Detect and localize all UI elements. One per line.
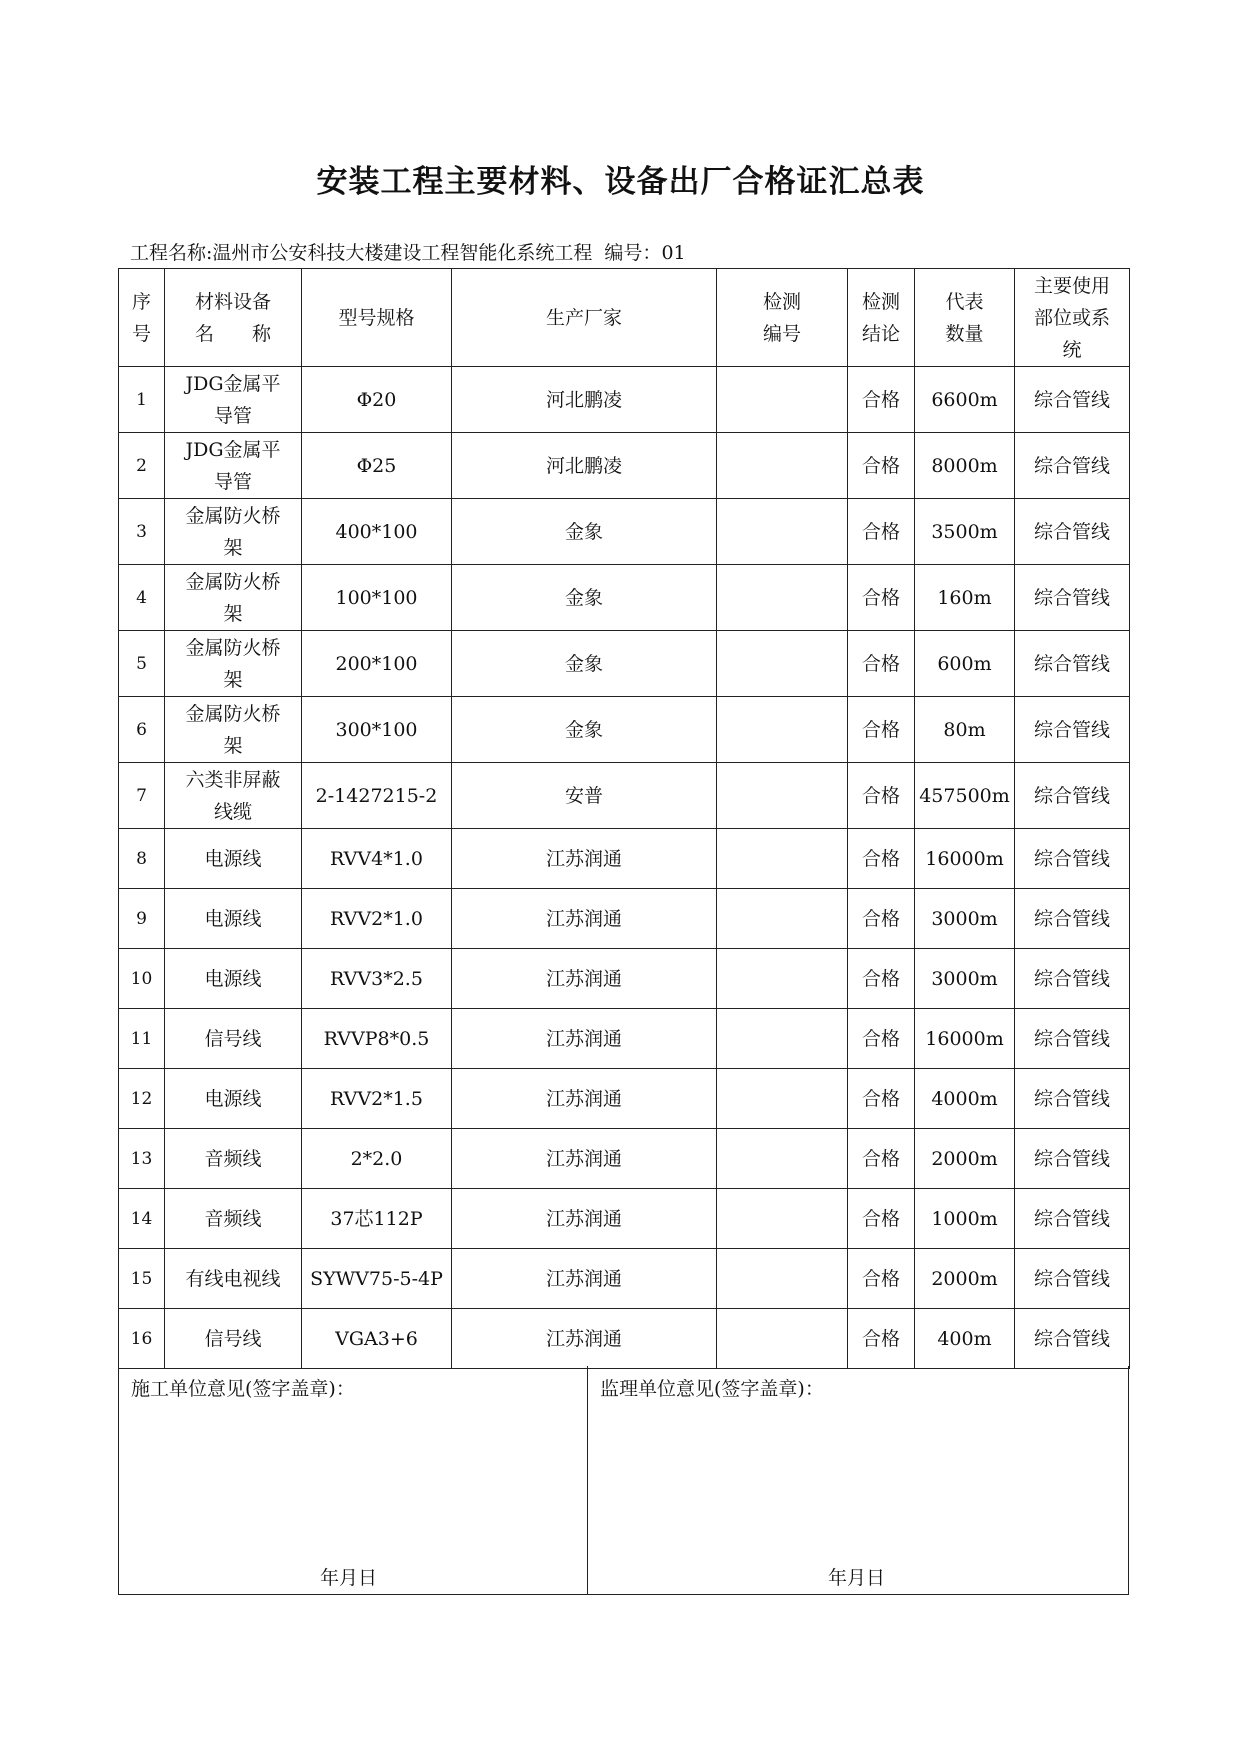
cell-model: RVV2*1.0 (302, 889, 452, 949)
cell-seq: 16 (119, 1309, 165, 1369)
cell-result: 合格 (848, 1129, 915, 1189)
table-row (119, 1189, 1130, 1249)
cell-maker: 河北鹏凌 (452, 367, 717, 433)
cell-result: 合格 (848, 433, 915, 499)
cell-seq: 10 (119, 949, 165, 1009)
cell-test-no (717, 889, 848, 949)
cell-test-no (717, 433, 848, 499)
header-name: 材料设备 名 称 (165, 269, 302, 367)
cell-test-no (717, 1309, 848, 1369)
table-row (119, 1249, 1130, 1309)
construction-opinion-label: 施工单位意见(签字盖章)： (131, 1378, 355, 1400)
table-row (119, 367, 1130, 433)
cell-qty: 1000m (915, 1189, 1015, 1249)
project-name-label: 工程名称: (130, 242, 213, 264)
cell-usage: 综合管线 (1015, 1189, 1130, 1249)
cell-seq: 3 (119, 499, 165, 565)
project-name: 温州市公安科技大楼建设工程智能化系统工程 (212, 242, 593, 264)
code-label: 编号： (604, 242, 662, 264)
cell-name: 音频线 (165, 1129, 302, 1189)
cell-name: 电源线 (165, 949, 302, 1009)
signature-section (118, 1366, 1129, 1595)
construction-opinion (119, 1366, 588, 1594)
table-row (119, 1309, 1130, 1369)
cell-test-no (717, 1009, 848, 1069)
cell-maker: 安普 (452, 763, 717, 829)
cell-name: 信号线 (165, 1309, 302, 1369)
cell-maker: 河北鹏凌 (452, 433, 717, 499)
cell-maker: 江苏润通 (452, 1009, 717, 1069)
table-row (119, 829, 1130, 889)
cell-result: 合格 (848, 763, 915, 829)
cell-test-no (717, 1189, 848, 1249)
cell-qty: 2000m (915, 1129, 1015, 1189)
cell-qty: 3500m (915, 499, 1015, 565)
cell-usage: 综合管线 (1015, 367, 1130, 433)
cell-name: 金属防火桥 架 (165, 499, 302, 565)
cell-test-no (717, 1249, 848, 1309)
cell-qty: 3000m (915, 889, 1015, 949)
table-row (119, 1129, 1130, 1189)
cell-usage: 综合管线 (1015, 1069, 1130, 1129)
supervision-opinion-label: 监理单位意见(签字盖章)： (600, 1378, 824, 1400)
cell-test-no (717, 763, 848, 829)
cell-model: 300*100 (302, 697, 452, 763)
cell-seq: 2 (119, 433, 165, 499)
cell-result: 合格 (848, 1009, 915, 1069)
cell-qty: 600m (915, 631, 1015, 697)
cell-seq: 14 (119, 1189, 165, 1249)
cell-seq: 5 (119, 631, 165, 697)
cell-name: 金属防火桥 架 (165, 697, 302, 763)
cell-maker: 江苏润通 (452, 889, 717, 949)
cell-model: VGA3+6 (302, 1309, 452, 1369)
table-row (119, 499, 1130, 565)
materials-table (118, 268, 1130, 1369)
header-usage: 主要使用 部位或系 统 (1015, 269, 1130, 367)
cell-usage: 综合管线 (1015, 433, 1130, 499)
cell-maker: 江苏润通 (452, 1129, 717, 1189)
cell-test-no (717, 499, 848, 565)
cell-model: RVV3*2.5 (302, 949, 452, 1009)
cell-name: JDG金属平 导管 (165, 367, 302, 433)
cell-model: SYWV75-5-4P (302, 1249, 452, 1309)
cell-qty: 16000m (915, 829, 1015, 889)
table-row (119, 1069, 1130, 1129)
cell-maker: 江苏润通 (452, 1249, 717, 1309)
page-title: 安装工程主要材料、设备出厂合格证汇总表 (316, 164, 925, 200)
cell-name: 有线电视线 (165, 1249, 302, 1309)
cell-usage: 综合管线 (1015, 631, 1130, 697)
cell-name: 信号线 (165, 1009, 302, 1069)
cell-maker: 金象 (452, 499, 717, 565)
cell-maker: 江苏润通 (452, 1309, 717, 1369)
cell-usage: 综合管线 (1015, 1309, 1130, 1369)
cell-model: 100*100 (302, 565, 452, 631)
cell-seq: 11 (119, 1009, 165, 1069)
cell-name: 电源线 (165, 829, 302, 889)
header-result: 检测 结论 (848, 269, 915, 367)
cell-usage: 综合管线 (1015, 565, 1130, 631)
cell-usage: 综合管线 (1015, 1009, 1130, 1069)
cell-result: 合格 (848, 697, 915, 763)
cell-result: 合格 (848, 565, 915, 631)
cell-name: 六类非屏蔽 线缆 (165, 763, 302, 829)
cell-qty: 160m (915, 565, 1015, 631)
header-seq: 序 号 (119, 269, 165, 367)
table-row (119, 433, 1130, 499)
construction-date: 年月日 (320, 1567, 378, 1589)
cell-model: Φ25 (302, 433, 452, 499)
cell-test-no (717, 1129, 848, 1189)
supervision-date: 年月日 (828, 1567, 886, 1589)
supervision-opinion (588, 1366, 1128, 1594)
cell-usage: 综合管线 (1015, 1249, 1130, 1309)
cell-maker: 江苏润通 (452, 829, 717, 889)
cell-name: 音频线 (165, 1189, 302, 1249)
cell-test-no (717, 565, 848, 631)
cell-qty: 4000m (915, 1069, 1015, 1129)
header-model: 型号规格 (302, 269, 452, 367)
cell-usage: 综合管线 (1015, 499, 1130, 565)
cell-name: 金属防火桥 架 (165, 565, 302, 631)
cell-model: RVV2*1.5 (302, 1069, 452, 1129)
cell-qty: 8000m (915, 433, 1015, 499)
table-row (119, 889, 1130, 949)
table-row (119, 631, 1130, 697)
cell-model: 200*100 (302, 631, 452, 697)
cell-qty: 457500m (915, 763, 1015, 829)
cell-result: 合格 (848, 889, 915, 949)
cell-result: 合格 (848, 367, 915, 433)
header-maker: 生产厂家 (452, 269, 717, 367)
cell-qty: 2000m (915, 1249, 1015, 1309)
cell-model: 2-1427215-2 (302, 763, 452, 829)
cell-test-no (717, 949, 848, 1009)
cell-usage: 综合管线 (1015, 1129, 1130, 1189)
cell-seq: 9 (119, 889, 165, 949)
cell-usage: 综合管线 (1015, 889, 1130, 949)
cell-maker: 金象 (452, 565, 717, 631)
cell-result: 合格 (848, 1309, 915, 1369)
table-row (119, 565, 1130, 631)
project-info (130, 238, 686, 265)
cell-seq: 6 (119, 697, 165, 763)
cell-test-no (717, 697, 848, 763)
cell-result: 合格 (848, 1189, 915, 1249)
cell-test-no (717, 631, 848, 697)
cell-result: 合格 (848, 1249, 915, 1309)
cell-seq: 7 (119, 763, 165, 829)
code-value: 01 (661, 242, 686, 264)
header-row (119, 269, 1130, 367)
cell-seq: 12 (119, 1069, 165, 1129)
cell-result: 合格 (848, 499, 915, 565)
cell-maker: 江苏润通 (452, 1069, 717, 1129)
table-row (119, 1009, 1130, 1069)
cell-name: JDG金属平 导管 (165, 433, 302, 499)
cell-test-no (717, 367, 848, 433)
cell-model: 400*100 (302, 499, 452, 565)
cell-model: 2*2.0 (302, 1129, 452, 1189)
cell-usage: 综合管线 (1015, 697, 1130, 763)
cell-usage: 综合管线 (1015, 829, 1130, 889)
cell-qty: 3000m (915, 949, 1015, 1009)
cell-qty: 6600m (915, 367, 1015, 433)
header-test-no: 检测 编号 (717, 269, 848, 367)
table-row (119, 949, 1130, 1009)
cell-model: RVV4*1.0 (302, 829, 452, 889)
cell-seq: 15 (119, 1249, 165, 1309)
cell-usage: 综合管线 (1015, 763, 1130, 829)
cell-seq: 8 (119, 829, 165, 889)
cell-maker: 江苏润通 (452, 1189, 717, 1249)
cell-seq: 4 (119, 565, 165, 631)
table-row (119, 697, 1130, 763)
table-row (119, 763, 1130, 829)
cell-usage: 综合管线 (1015, 949, 1130, 1009)
cell-model: 37芯112P (302, 1189, 452, 1249)
cell-qty: 80m (915, 697, 1015, 763)
header-qty: 代表 数量 (915, 269, 1015, 367)
cell-test-no (717, 829, 848, 889)
cell-test-no (717, 1069, 848, 1129)
cell-seq: 13 (119, 1129, 165, 1189)
cell-result: 合格 (848, 1069, 915, 1129)
cell-maker: 江苏润通 (452, 949, 717, 1009)
cell-result: 合格 (848, 631, 915, 697)
cell-model: Φ20 (302, 367, 452, 433)
cell-name: 电源线 (165, 889, 302, 949)
cell-maker: 金象 (452, 631, 717, 697)
cell-result: 合格 (848, 949, 915, 1009)
cell-maker: 金象 (452, 697, 717, 763)
cell-seq: 1 (119, 367, 165, 433)
cell-name: 电源线 (165, 1069, 302, 1129)
cell-name: 金属防火桥 架 (165, 631, 302, 697)
cell-qty: 400m (915, 1309, 1015, 1369)
cell-model: RVVP8*0.5 (302, 1009, 452, 1069)
cell-result: 合格 (848, 829, 915, 889)
cell-qty: 16000m (915, 1009, 1015, 1069)
